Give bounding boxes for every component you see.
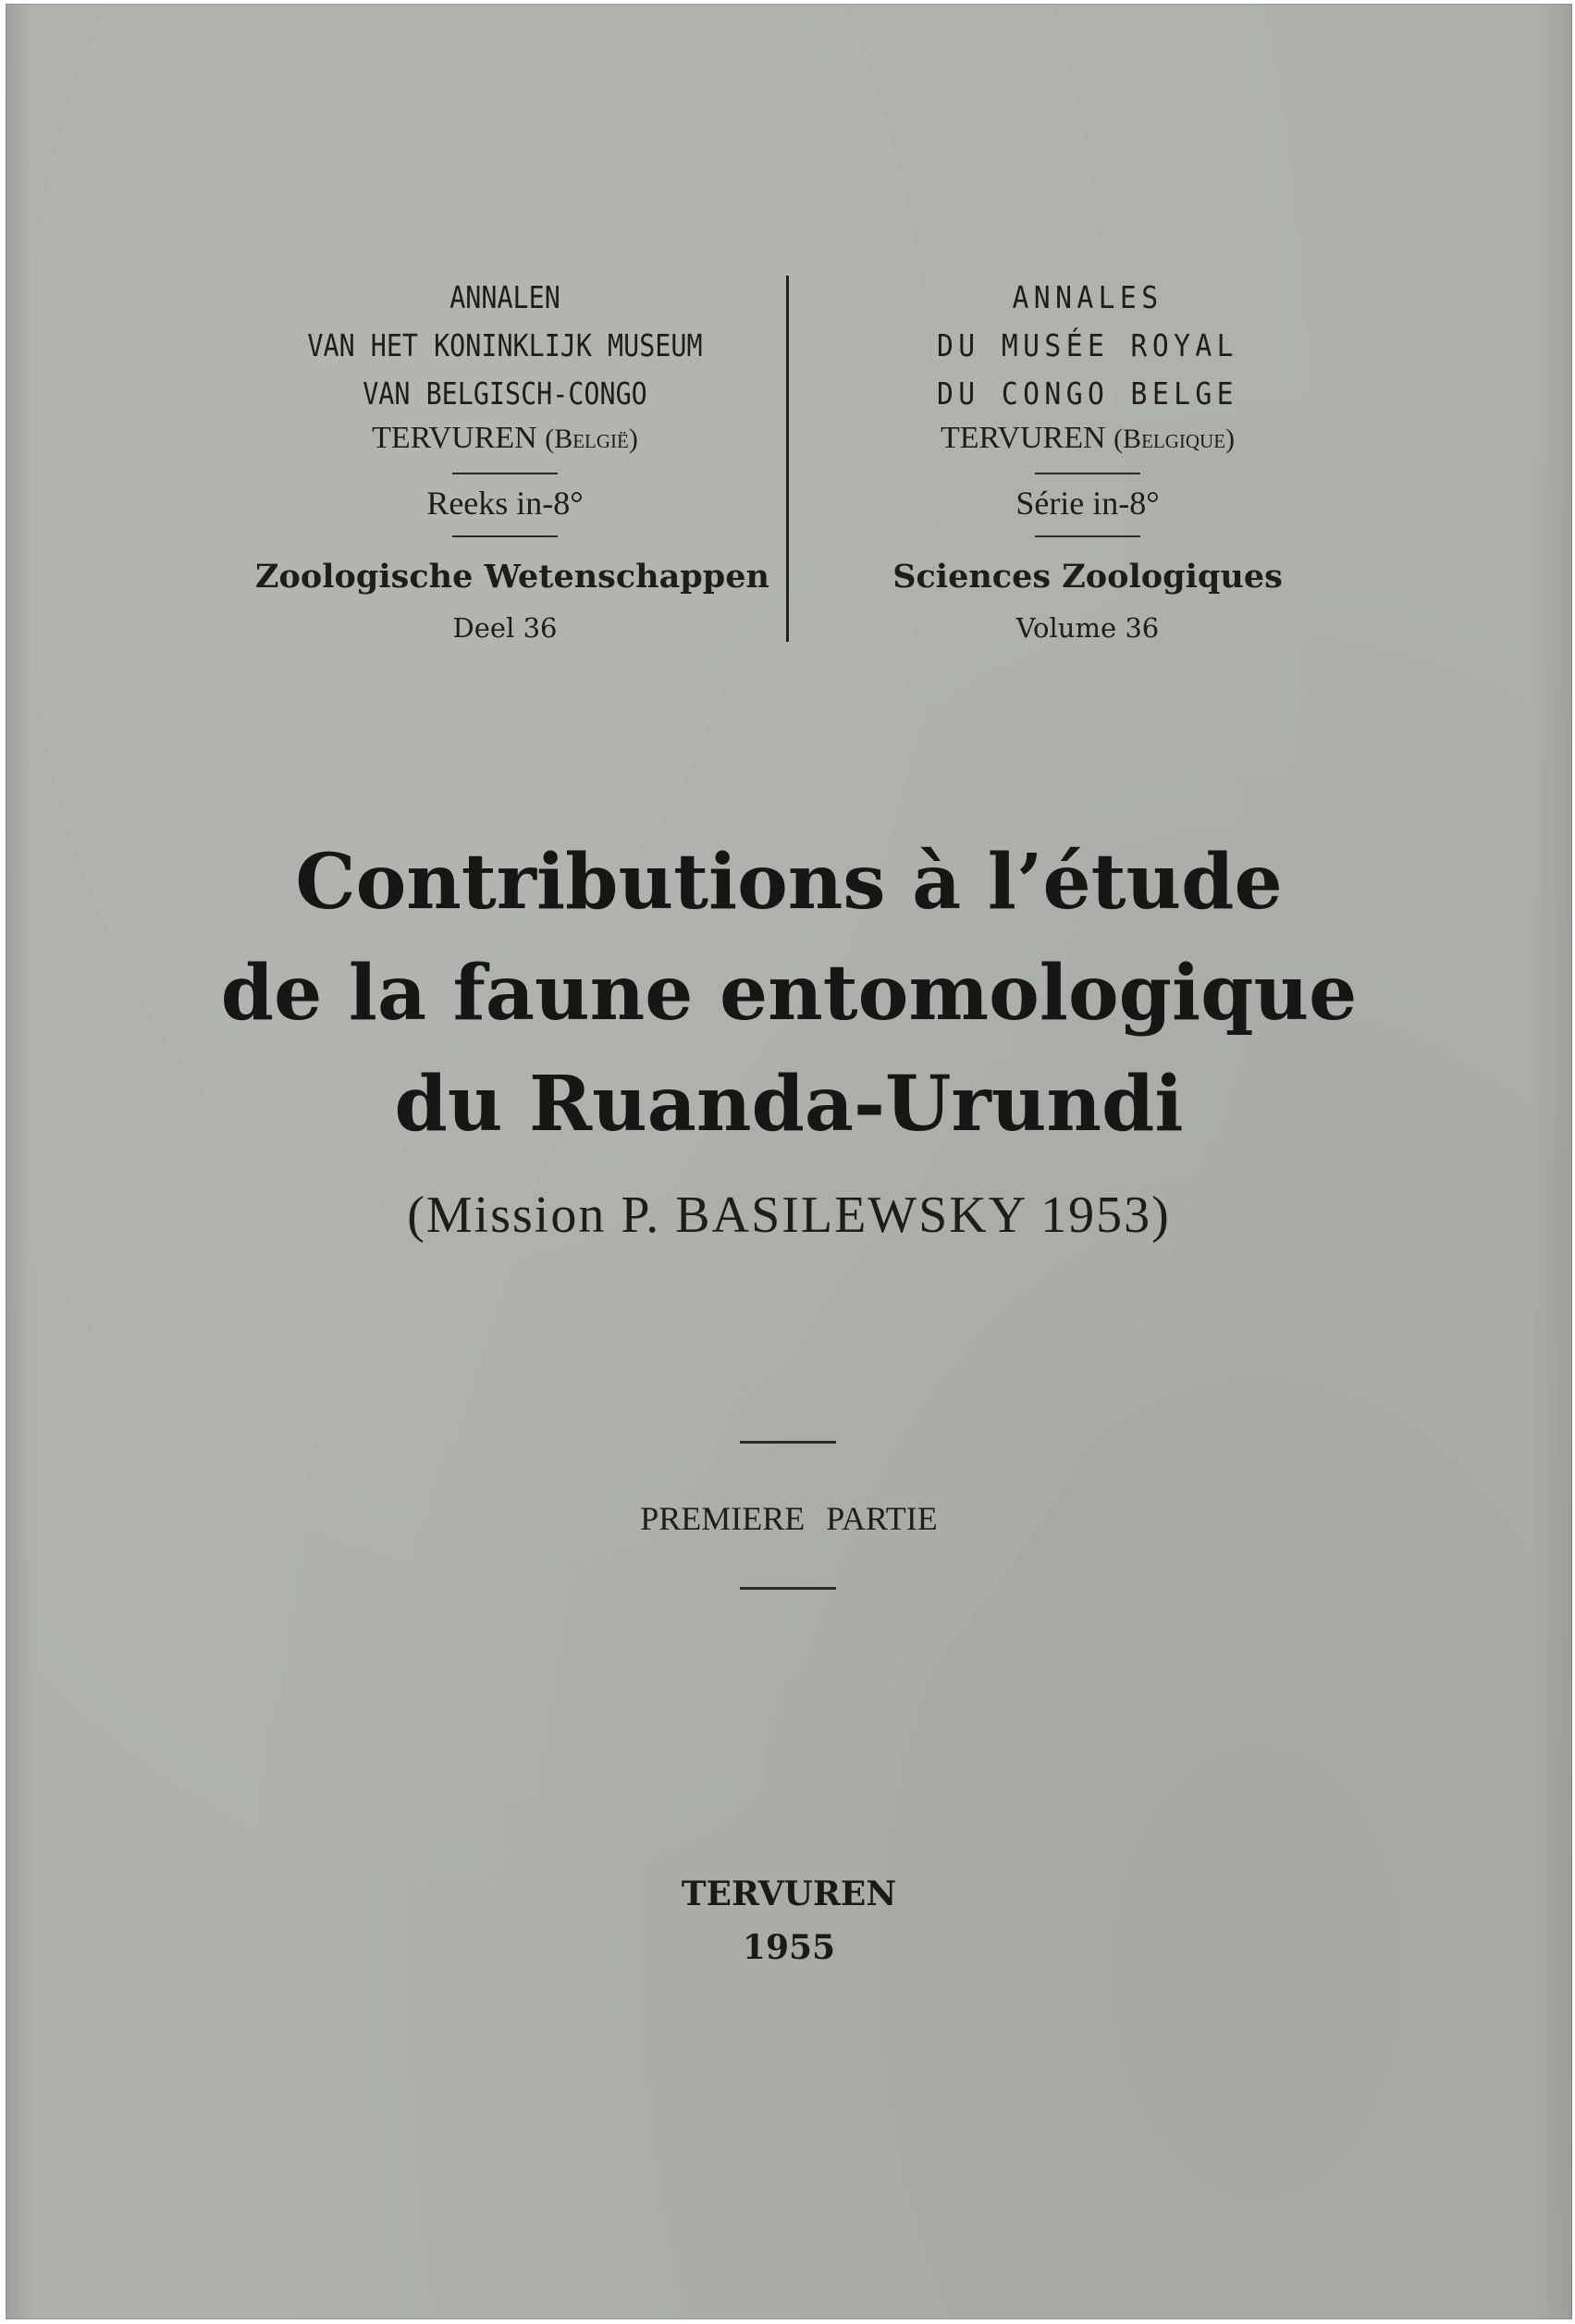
book-title-line-3: du Ruanda-Urundi bbox=[394, 1060, 1184, 1149]
header-french-divider-2 bbox=[1035, 535, 1140, 537]
imprint-year: 1955 bbox=[742, 1928, 836, 1967]
header-dutch-divider-2 bbox=[452, 535, 558, 537]
part-label: PREMIERE PARTIE bbox=[640, 1500, 938, 1537]
header-dutch-section: Zoologische Wetenschappen bbox=[255, 558, 769, 596]
header-french-line-2: DU MUSÉE ROYAL bbox=[937, 327, 1238, 363]
header-dutch-city-line bbox=[255, 418, 755, 460]
header-french-line-3: DU CONGO BELGE bbox=[937, 375, 1238, 412]
book-title-line-1: Contributions à l’étude bbox=[295, 838, 1283, 927]
header-dutch-country: (België) bbox=[545, 424, 638, 454]
imprint bbox=[6, 1867, 1572, 1974]
header-column-divider bbox=[786, 276, 789, 642]
header-french-volume: Volume 36 bbox=[1015, 612, 1160, 644]
book-title bbox=[6, 827, 1572, 1160]
part-rule-bottom bbox=[740, 1587, 836, 1590]
header-dutch-divider-1 bbox=[452, 473, 558, 474]
header-french-series: Série in-8° bbox=[1015, 485, 1160, 522]
header-dutch-series: Reeks in-8° bbox=[426, 485, 584, 522]
header-french-divider-1 bbox=[1035, 473, 1140, 474]
header-dutch-line-2: VAN HET KONINKLIJK MUSEUM bbox=[307, 327, 703, 363]
header-dutch-line-1: ANNALEN bbox=[449, 279, 560, 315]
imprint-place: TERVUREN bbox=[681, 1875, 897, 1913]
mission-subtitle: (Mission P. BASILEWSKY 1953) bbox=[407, 1187, 1171, 1244]
part-rule-top bbox=[740, 1441, 836, 1444]
header-french-country: (Belgique) bbox=[1114, 424, 1236, 454]
header-french-city: TERVUREN bbox=[940, 421, 1106, 455]
header-french-section: Sciences Zoologiques bbox=[892, 558, 1283, 596]
header-dutch-city: TERVUREN bbox=[372, 421, 537, 455]
header-french-line-1: ANNALES bbox=[1012, 279, 1163, 315]
header-french bbox=[875, 274, 1300, 644]
header-dutch bbox=[255, 274, 769, 644]
book-title-line-2: de la faune entomologique bbox=[220, 949, 1358, 1038]
header-dutch-line-3: VAN BELGISCH-CONGO bbox=[363, 375, 647, 412]
header-french-city-line bbox=[875, 418, 1300, 460]
header-dutch-volume: Deel 36 bbox=[452, 612, 558, 644]
book-cover bbox=[6, 4, 1572, 2319]
